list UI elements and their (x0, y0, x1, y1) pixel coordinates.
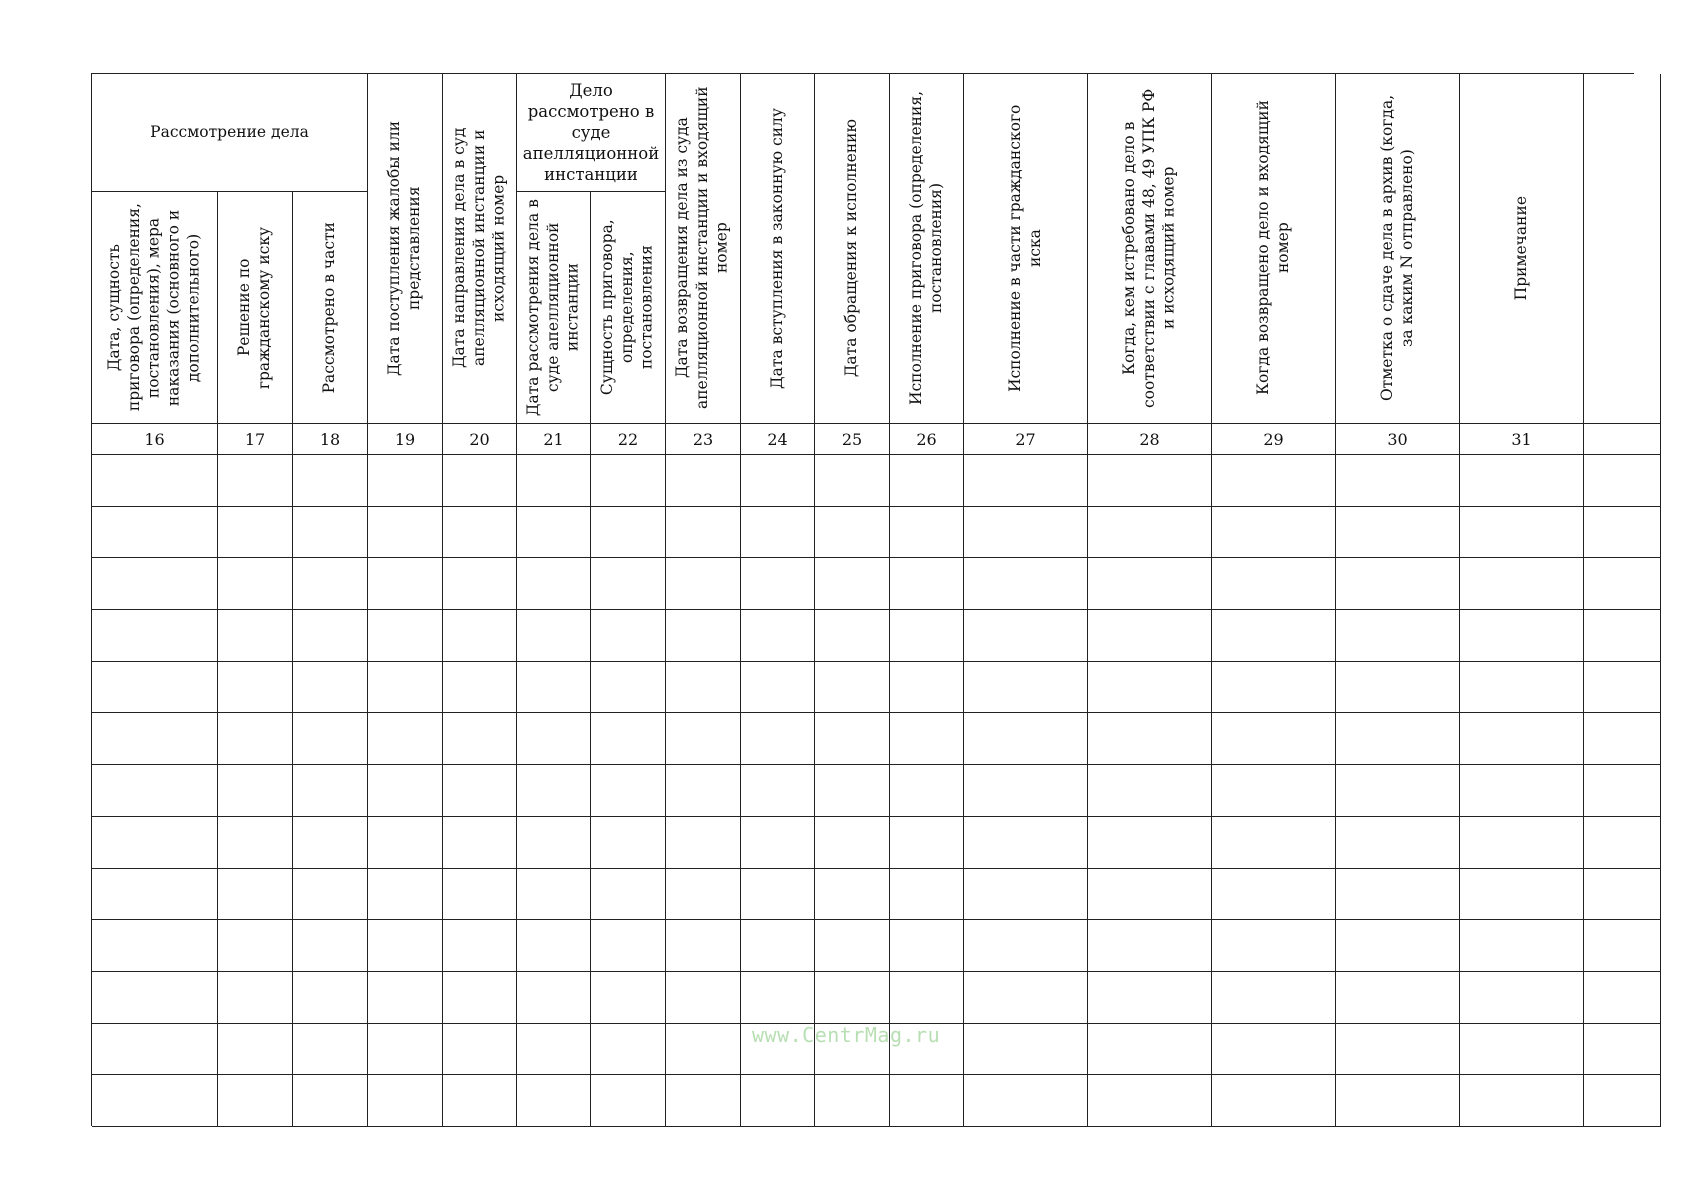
table-cell[interactable] (517, 1075, 591, 1127)
col-header-label: Примечание (1511, 196, 1530, 301)
table-cell[interactable] (1088, 869, 1212, 921)
table-cell[interactable] (666, 662, 741, 714)
table-cell[interactable] (964, 713, 1088, 765)
table-cell[interactable] (964, 972, 1088, 1024)
col-header-24 (741, 74, 815, 424)
col-header-label: Исполнение приговора (определения, постановления) (906, 91, 945, 406)
table-cell[interactable] (218, 507, 293, 559)
table-cell[interactable] (443, 1075, 517, 1127)
table-cell[interactable] (443, 817, 517, 869)
table-cell[interactable] (517, 713, 591, 765)
table-cell[interactable] (517, 662, 591, 714)
table-cell[interactable] (1336, 610, 1460, 662)
table-cell[interactable] (1460, 558, 1584, 610)
table-cell[interactable] (1088, 713, 1212, 765)
table-cell[interactable] (666, 817, 741, 869)
table-cell[interactable] (1460, 455, 1584, 507)
table-cell[interactable] (293, 1075, 368, 1127)
table-cell[interactable] (517, 558, 591, 610)
table-cell[interactable] (1336, 972, 1460, 1024)
table-cell[interactable] (368, 817, 443, 869)
table-cell[interactable] (218, 765, 293, 817)
table-cell[interactable] (591, 455, 666, 507)
table-cell[interactable] (666, 558, 741, 610)
table-cell[interactable] (666, 507, 741, 559)
table-cell[interactable] (218, 869, 293, 921)
table-cell[interactable] (517, 507, 591, 559)
table-cell[interactable] (1336, 817, 1460, 869)
col-header-17 (218, 192, 293, 424)
table-cell[interactable] (443, 972, 517, 1024)
group-header-label: Дело рассмотрено в суде апелляционной инстанции (522, 80, 660, 185)
table-cell[interactable] (368, 869, 443, 921)
table-cell[interactable] (1460, 920, 1584, 972)
table-cell[interactable] (815, 920, 890, 972)
table-cell[interactable] (443, 662, 517, 714)
table-cell[interactable] (591, 920, 666, 972)
table-cell[interactable] (591, 869, 666, 921)
table-cell[interactable] (666, 610, 741, 662)
table-cell[interactable] (815, 662, 890, 714)
table-cell[interactable] (815, 817, 890, 869)
col-header-label: Дата обращения к исполнению (842, 119, 861, 378)
col-header-label: Дата поступления жалобы или представления (385, 120, 423, 377)
table-cell[interactable] (591, 713, 666, 765)
table-cell[interactable] (890, 507, 964, 559)
table-cell[interactable] (1088, 610, 1212, 662)
table-cell[interactable] (1336, 662, 1460, 714)
table-cell[interactable] (1088, 765, 1212, 817)
table-cell[interactable] (443, 920, 517, 972)
table-cell[interactable] (1212, 817, 1336, 869)
table-cell[interactable] (443, 455, 517, 507)
table-cell[interactable] (92, 610, 218, 662)
table-cell[interactable] (368, 1024, 443, 1076)
table-cell[interactable] (591, 1075, 666, 1127)
col-header-extra (1584, 74, 1661, 424)
table-cell[interactable] (1212, 662, 1336, 714)
table-cell[interactable] (1584, 817, 1661, 869)
table-cell[interactable] (815, 558, 890, 610)
watermark: www.CentrMag.ru (752, 1023, 941, 1047)
table-cell[interactable] (1336, 558, 1460, 610)
table-cell[interactable] (1460, 972, 1584, 1024)
table-cell[interactable] (218, 455, 293, 507)
table-cell[interactable] (666, 1024, 741, 1076)
table-cell[interactable] (443, 765, 517, 817)
table-cell[interactable] (293, 920, 368, 972)
table-cell[interactable] (741, 455, 815, 507)
table-cell[interactable] (964, 1024, 1088, 1076)
table-cell[interactable] (293, 765, 368, 817)
column-number: 20 (443, 424, 517, 455)
col-header-21 (517, 192, 591, 424)
table-cell[interactable] (890, 972, 964, 1024)
table-cell[interactable] (1460, 869, 1584, 921)
table-cell[interactable] (815, 972, 890, 1024)
table-cell[interactable] (1584, 920, 1661, 972)
table-cell[interactable] (964, 558, 1088, 610)
table-cell[interactable] (218, 1024, 293, 1076)
table-cell[interactable] (666, 713, 741, 765)
table-cell[interactable] (591, 507, 666, 559)
col-header-29 (1212, 74, 1336, 424)
table-cell[interactable] (443, 869, 517, 921)
table-cell[interactable] (1460, 817, 1584, 869)
table-cell[interactable] (741, 507, 815, 559)
col-header-27 (964, 74, 1088, 424)
table-cell[interactable] (1584, 765, 1661, 817)
table-cell[interactable] (368, 662, 443, 714)
table-cell[interactable] (1088, 455, 1212, 507)
table-cell[interactable] (218, 920, 293, 972)
table-cell[interactable] (1584, 455, 1661, 507)
table-cell[interactable] (964, 1075, 1088, 1127)
col-header-label: Дата, сущность приговора (определения, постановления), мера наказания (основного и дополнительного) (104, 203, 203, 412)
table-cell[interactable] (741, 765, 815, 817)
table-cell[interactable] (964, 920, 1088, 972)
table-cell[interactable] (92, 817, 218, 869)
table-cell[interactable] (293, 455, 368, 507)
table-cell[interactable] (1088, 662, 1212, 714)
col-header-30 (1336, 74, 1460, 424)
table-cell[interactable] (815, 869, 890, 921)
table-cell[interactable] (890, 1075, 964, 1127)
col-header-23 (666, 74, 741, 424)
table-cell[interactable] (890, 869, 964, 921)
column-number: 27 (964, 424, 1088, 455)
table-cell[interactable] (964, 610, 1088, 662)
table-cell[interactable] (964, 507, 1088, 559)
table-cell[interactable] (1584, 558, 1661, 610)
column-number: 26 (890, 424, 964, 455)
table-cell[interactable] (293, 869, 368, 921)
col-header-20 (443, 74, 517, 424)
table-cell[interactable] (368, 455, 443, 507)
table-cell[interactable] (517, 455, 591, 507)
col-header-26 (890, 74, 964, 424)
table-cell[interactable] (1088, 558, 1212, 610)
column-number: 21 (517, 424, 591, 455)
table-cell[interactable] (1584, 1024, 1661, 1076)
table-cell[interactable] (741, 610, 815, 662)
table-cell[interactable] (1088, 1024, 1212, 1076)
table-cell[interactable] (1336, 507, 1460, 559)
table-cell[interactable] (92, 920, 218, 972)
col-header-label: Когда, кем истребовано дело в соответствии с главами 48, 49 УПК РФ и исходящий номер (1119, 88, 1178, 409)
table-cell[interactable] (666, 869, 741, 921)
table-cell[interactable] (666, 765, 741, 817)
table-cell[interactable] (591, 558, 666, 610)
table-cell[interactable] (517, 972, 591, 1024)
table-cell[interactable] (368, 972, 443, 1024)
table-cell[interactable] (1336, 869, 1460, 921)
col-header-label: Дата рассмотрения дела в суде апелляционной инстанции (523, 199, 582, 416)
table-cell[interactable] (443, 507, 517, 559)
table-cell[interactable] (443, 558, 517, 610)
table-cell[interactable] (443, 610, 517, 662)
table-cell[interactable] (1460, 662, 1584, 714)
table-cell[interactable] (666, 1075, 741, 1127)
column-number: 16 (92, 424, 218, 455)
column-number: 17 (218, 424, 293, 455)
table-cell[interactable] (92, 507, 218, 559)
table-cell[interactable] (443, 1024, 517, 1076)
table-cell[interactable] (591, 972, 666, 1024)
table-cell[interactable] (1336, 1024, 1460, 1076)
table-cell[interactable] (92, 1075, 218, 1127)
col-header-label: Дата вступления в законную силу (767, 108, 786, 389)
table-cell[interactable] (368, 610, 443, 662)
table-cell[interactable] (1336, 1075, 1460, 1127)
column-number: 31 (1460, 424, 1584, 455)
col-header-label: Когда возвращено дело и входящий номер (1253, 100, 1292, 396)
table-cell[interactable] (591, 765, 666, 817)
table-cell[interactable] (517, 1024, 591, 1076)
group-header-delo-rassmotreno (517, 74, 666, 192)
table-cell[interactable] (293, 507, 368, 559)
table-cell[interactable] (218, 662, 293, 714)
table-cell[interactable] (815, 507, 890, 559)
table-cell[interactable] (1460, 713, 1584, 765)
table-cell[interactable] (591, 610, 666, 662)
column-number: 28 (1088, 424, 1212, 455)
table-cell[interactable] (517, 920, 591, 972)
table-cell[interactable] (293, 1024, 368, 1076)
table-cell[interactable] (293, 713, 368, 765)
table-cell[interactable] (1088, 507, 1212, 559)
table-cell[interactable] (890, 920, 964, 972)
table-cell[interactable] (293, 662, 368, 714)
table-cell[interactable] (741, 1075, 815, 1127)
table-cell[interactable] (1584, 972, 1661, 1024)
table-cell[interactable] (1212, 455, 1336, 507)
column-number: 19 (368, 424, 443, 455)
table-cell[interactable] (1336, 765, 1460, 817)
table-cell[interactable] (218, 972, 293, 1024)
table-cell[interactable] (964, 817, 1088, 869)
table-cell[interactable] (218, 610, 293, 662)
col-header-label: Дата направления дела в суд апелляционной инстанции и исходящий номер (449, 128, 508, 369)
column-number: 18 (293, 424, 368, 455)
table-cell[interactable] (815, 610, 890, 662)
table-cell[interactable] (368, 558, 443, 610)
table-cell[interactable] (1584, 1075, 1661, 1127)
table-cell[interactable] (92, 455, 218, 507)
col-header-19 (368, 74, 443, 424)
table-cell[interactable] (1088, 817, 1212, 869)
table-cell[interactable] (1088, 920, 1212, 972)
table-cell[interactable] (890, 662, 964, 714)
table-cell[interactable] (368, 507, 443, 559)
table-cell[interactable] (1212, 610, 1336, 662)
table-cell[interactable] (92, 972, 218, 1024)
column-number (1584, 424, 1661, 455)
table-cell[interactable] (1584, 713, 1661, 765)
table-cell[interactable] (1212, 507, 1336, 559)
table-cell[interactable] (741, 920, 815, 972)
table-cell[interactable] (1460, 610, 1584, 662)
table-cell[interactable] (1212, 1075, 1336, 1127)
table-cell[interactable] (741, 558, 815, 610)
col-header-label: Исполнение в части гражданского иска (1005, 104, 1044, 393)
table-cell[interactable] (964, 869, 1088, 921)
col-header-label: Сущность приговора, определения, постановления (598, 219, 656, 396)
table-cell[interactable] (517, 869, 591, 921)
table-cell[interactable] (92, 869, 218, 921)
table-cell[interactable] (1088, 972, 1212, 1024)
table-cell[interactable] (964, 662, 1088, 714)
table-cell[interactable] (741, 869, 815, 921)
col-header-31 (1460, 74, 1584, 424)
table-cell[interactable] (1336, 455, 1460, 507)
group-header-rassmotrenie (92, 74, 368, 192)
table-cell[interactable] (92, 558, 218, 610)
table-cell[interactable] (92, 713, 218, 765)
table-cell[interactable] (1336, 920, 1460, 972)
table-cell[interactable] (1212, 558, 1336, 610)
column-number: 23 (666, 424, 741, 455)
table-cell[interactable] (1212, 1024, 1336, 1076)
table-cell[interactable] (293, 610, 368, 662)
col-header-18 (293, 192, 368, 424)
table-cell[interactable] (815, 713, 890, 765)
table-cell[interactable] (1584, 662, 1661, 714)
table-cell[interactable] (218, 817, 293, 869)
col-header-28 (1088, 74, 1212, 424)
table-cell[interactable] (666, 972, 741, 1024)
table-cell[interactable] (890, 713, 964, 765)
table-cell[interactable] (368, 920, 443, 972)
table-cell[interactable] (591, 1024, 666, 1076)
journal-table (91, 73, 1634, 1126)
col-header-22 (591, 192, 666, 424)
table-cell[interactable] (293, 817, 368, 869)
table-cell[interactable] (1460, 507, 1584, 559)
table-cell[interactable] (1584, 507, 1661, 559)
table-cell[interactable] (890, 817, 964, 869)
table-cell[interactable] (815, 1075, 890, 1127)
table-cell[interactable] (591, 817, 666, 869)
col-header-label: Рассмотрено в части (320, 221, 339, 394)
table-cell[interactable] (517, 610, 591, 662)
table-cell[interactable] (1212, 920, 1336, 972)
table-cell[interactable] (1460, 765, 1584, 817)
col-header-label: Отметка о сдаче дела в архив (когда, за каким N отправлено) (1377, 95, 1416, 402)
table-cell[interactable] (666, 455, 741, 507)
table-cell[interactable] (368, 1075, 443, 1127)
table-cell[interactable] (517, 817, 591, 869)
table-cell[interactable] (1088, 1075, 1212, 1127)
table-cell[interactable] (218, 1075, 293, 1127)
table-cell[interactable] (1584, 610, 1661, 662)
table-cell[interactable] (1212, 972, 1336, 1024)
table-cell[interactable] (92, 662, 218, 714)
table-cell[interactable] (1460, 1075, 1584, 1127)
table-cell[interactable] (92, 1024, 218, 1076)
table-cell[interactable] (1212, 765, 1336, 817)
table-cell[interactable] (1212, 869, 1336, 921)
table-cell[interactable] (741, 662, 815, 714)
col-header-25 (815, 74, 890, 424)
col-header-label: Решение по гражданскому иску (235, 226, 273, 389)
column-number: 30 (1336, 424, 1460, 455)
table-cell[interactable] (815, 455, 890, 507)
col-header-label: Дата возвращения дела из суда апелляционной инстанции и входящий номер (673, 87, 731, 410)
table-cell[interactable] (815, 765, 890, 817)
table-cell[interactable] (741, 713, 815, 765)
group-header-label: Рассмотрение дела (150, 122, 309, 141)
table-cell[interactable] (890, 455, 964, 507)
table-cell[interactable] (293, 972, 368, 1024)
table-cell[interactable] (591, 662, 666, 714)
col-header-16 (92, 192, 218, 424)
table-cell[interactable] (741, 972, 815, 1024)
table-cell[interactable] (890, 610, 964, 662)
table-cell[interactable] (368, 713, 443, 765)
table-cell[interactable] (218, 713, 293, 765)
column-number: 29 (1212, 424, 1336, 455)
table-cell[interactable] (741, 817, 815, 869)
table-cell[interactable] (1336, 713, 1460, 765)
table-cell[interactable] (368, 765, 443, 817)
table-cell[interactable] (1212, 713, 1336, 765)
table-cell[interactable] (890, 765, 964, 817)
table-cell[interactable] (890, 558, 964, 610)
table-cell[interactable] (443, 713, 517, 765)
column-number: 22 (591, 424, 666, 455)
table-cell[interactable] (964, 765, 1088, 817)
table-cell[interactable] (964, 455, 1088, 507)
column-number: 24 (741, 424, 815, 455)
table-cell[interactable] (1460, 1024, 1584, 1076)
table-cell[interactable] (517, 765, 591, 817)
table-cell[interactable] (1584, 869, 1661, 921)
table-cell[interactable] (666, 920, 741, 972)
column-number: 25 (815, 424, 890, 455)
table-cell[interactable] (218, 558, 293, 610)
table-cell[interactable] (293, 558, 368, 610)
table-cell[interactable] (92, 765, 218, 817)
